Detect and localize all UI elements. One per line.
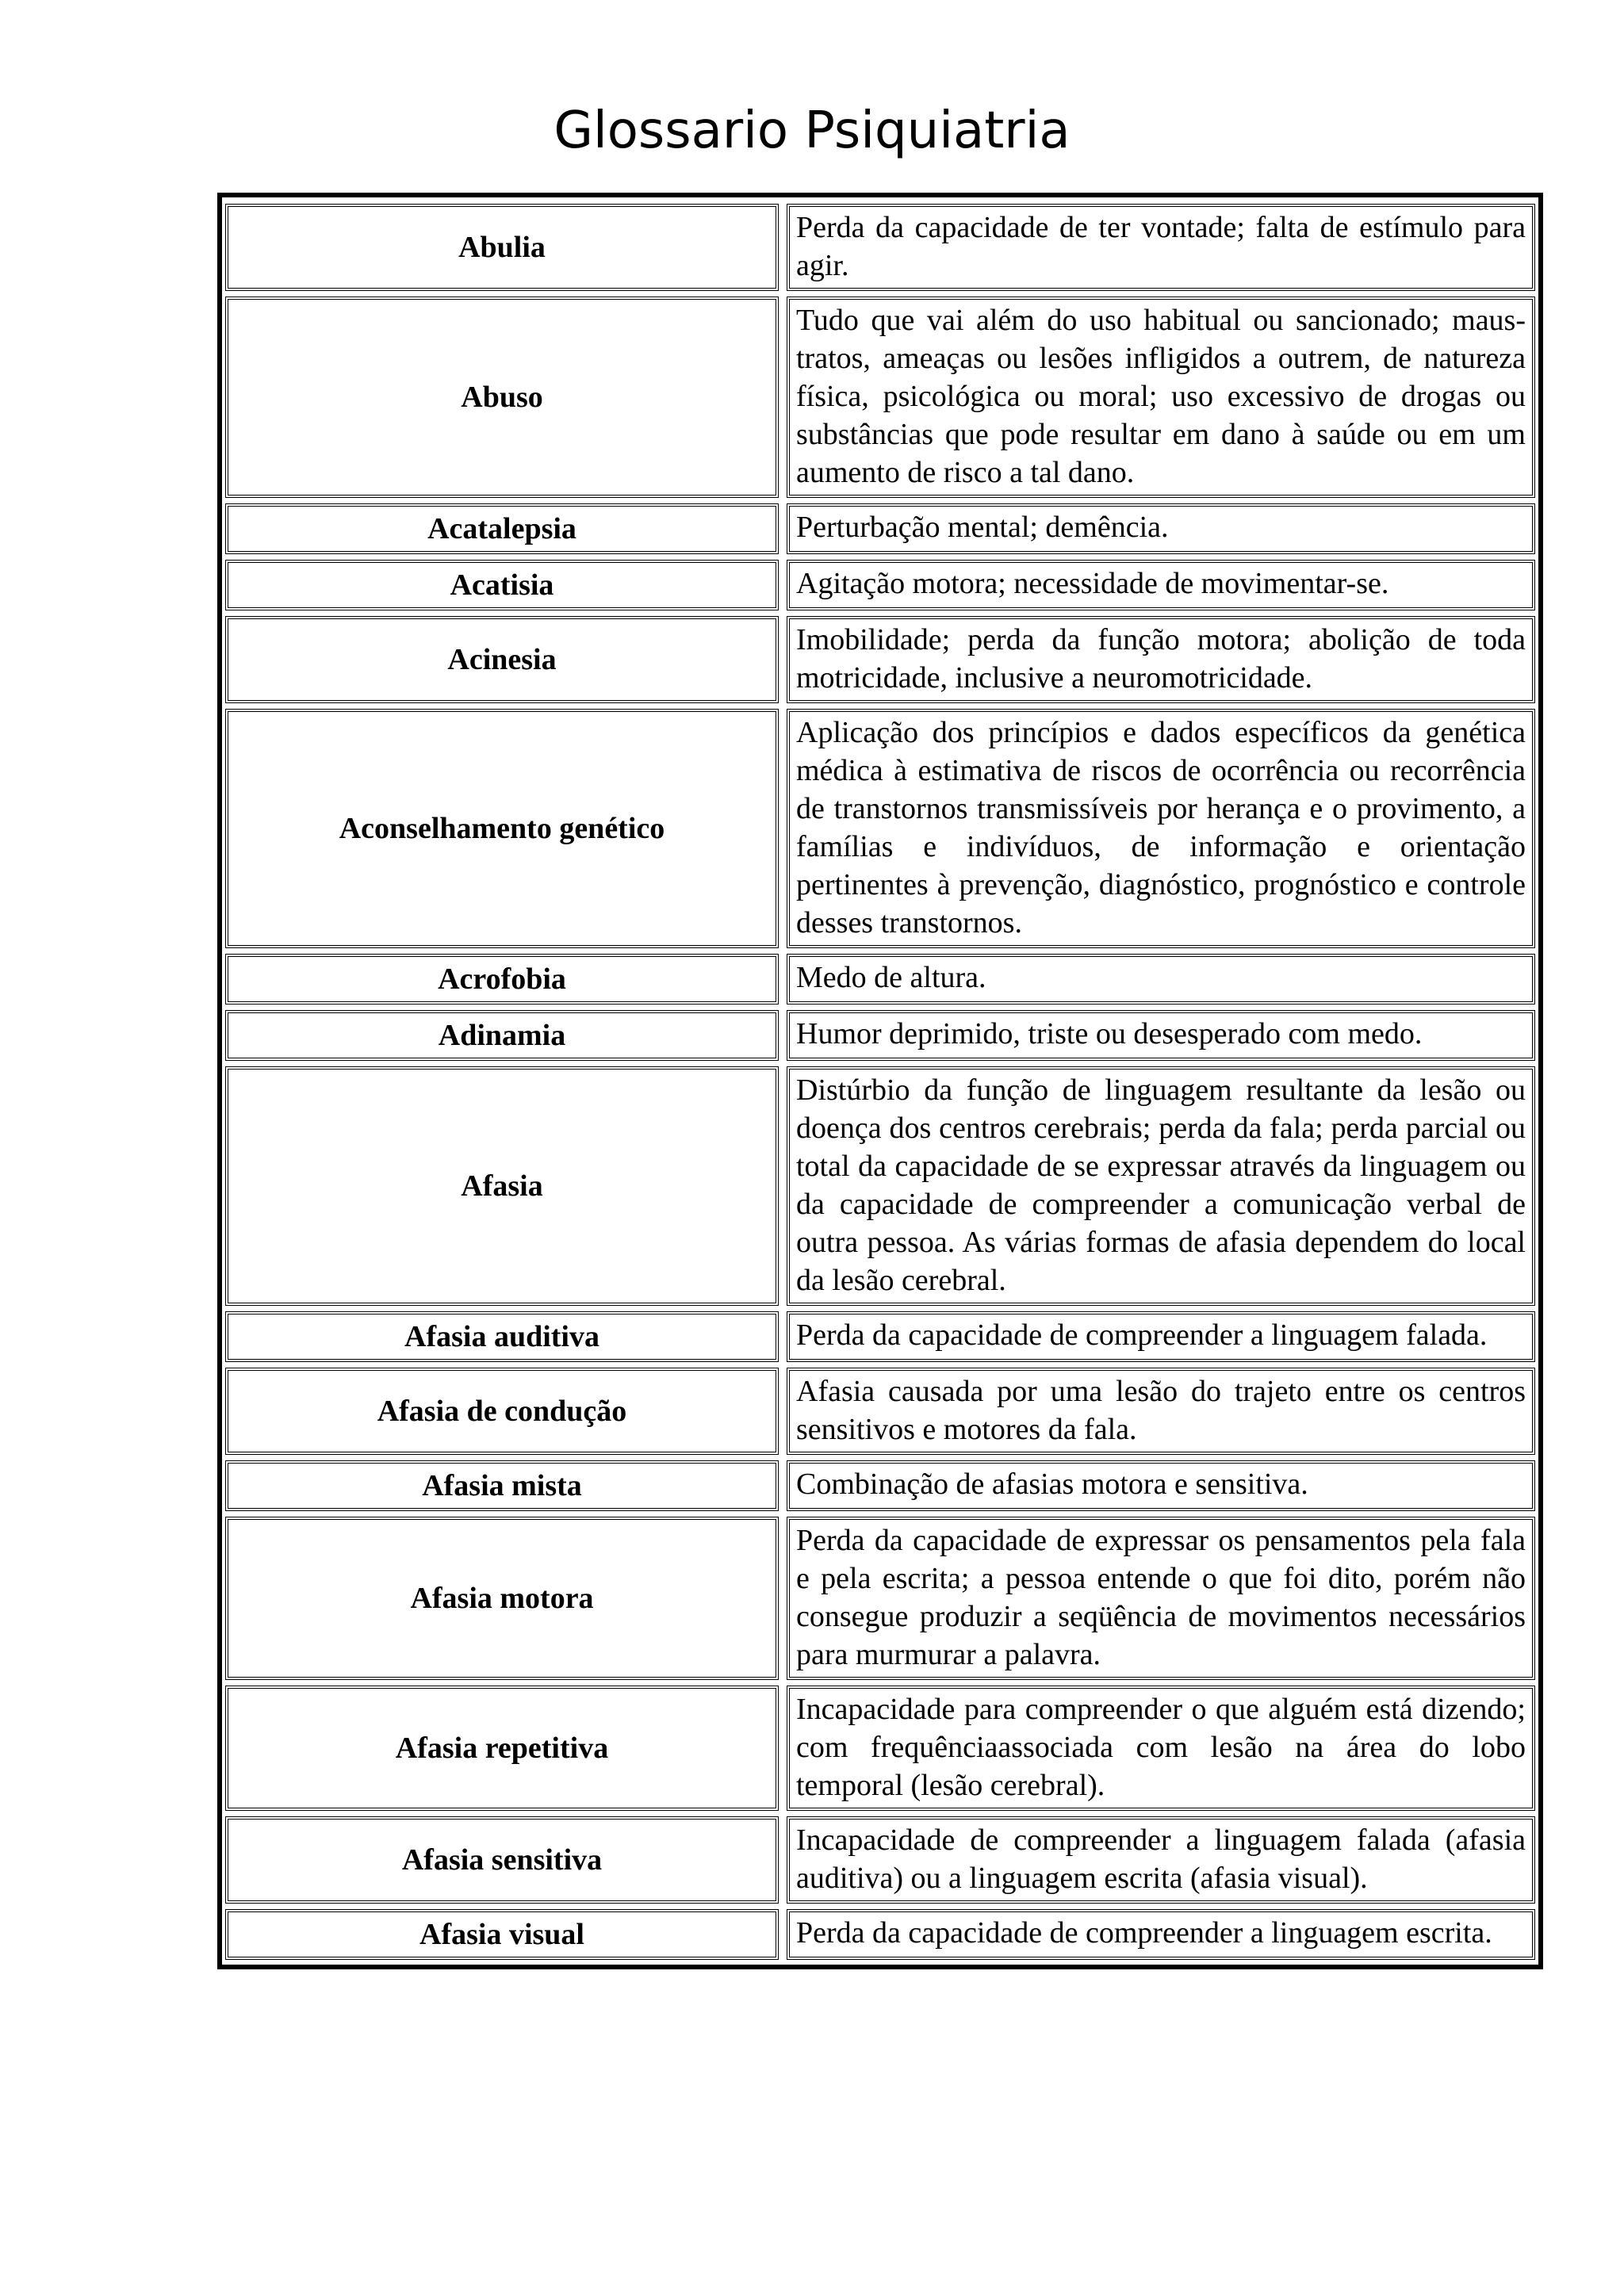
table-row [225, 709, 1535, 948]
definition-cell: Perda da capacidade de ter vontade; falta de estímulo para agir. [787, 204, 1535, 291]
table-row [225, 1686, 1535, 1811]
term-cell: Afasia motora [225, 1517, 779, 1680]
term-cell: Acatalepsia [225, 503, 779, 554]
definition-cell: Imobilidade; perda da função motora; abolição de toda motricidade, inclusive a neuromotricidade. [787, 616, 1535, 703]
definition-cell: Perturbação mental; demência. [787, 503, 1535, 554]
table-row [225, 1010, 1535, 1061]
definition-cell: Afasia causada por uma lesão do trajeto entre os centros sensitivos e motores da fala. [787, 1368, 1535, 1455]
table-row [225, 1311, 1535, 1362]
term-cell: Afasia [225, 1066, 779, 1306]
table-row [225, 1368, 1535, 1455]
term-cell: Abulia [225, 204, 779, 291]
term-cell: Afasia sensitiva [225, 1816, 779, 1904]
definition-cell: Aplicação dos princípios e dados específicos da genética médica à estimativa de riscos de ocorrência ou recorrência de transtornos transmissíveis por herança e o provimento, a famílias e indivíduos, de informação e orientação pertinentes à prevenção, diagnóstico, prognóstico e controle desses transtornos. [787, 709, 1535, 948]
term-cell: Acinesia [225, 616, 779, 703]
table-row [225, 1517, 1535, 1680]
glossary-table [217, 193, 1543, 1969]
table-row [225, 560, 1535, 610]
definition-cell: Perda da capacidade de expressar os pensamentos pela fala e pela escrita; a pessoa entende o que foi dito, porém não consegue produzir a seqüência de movimentos necessários para murmurar a palavra. [787, 1517, 1535, 1680]
table-row [225, 616, 1535, 703]
table-row [225, 954, 1535, 1004]
term-cell: Abuso [225, 297, 779, 498]
definition-cell: Incapacidade para compreender o que alguém está dizendo; com frequênciaassociada com lesão na área do lobo temporal (lesão cerebral). [787, 1686, 1535, 1811]
definition-cell: Agitação motora; necessidade de movimentar-se. [787, 560, 1535, 610]
term-cell: Afasia de condução [225, 1368, 779, 1455]
definition-cell: Humor deprimido, triste ou desesperado com medo. [787, 1010, 1535, 1061]
term-cell: Acrofobia [225, 954, 779, 1004]
table-row [225, 204, 1535, 291]
term-cell: Adinamia [225, 1010, 779, 1061]
table-row [225, 1909, 1535, 1960]
table-row [225, 297, 1535, 498]
table-row [225, 1816, 1535, 1904]
term-cell: Afasia auditiva [225, 1311, 779, 1362]
definition-cell: Distúrbio da função de linguagem resultante da lesão ou doença dos centros cerebrais; perda da fala; perda parcial ou total da capacidade de se expressar através da linguagem ou da capacidade de compreender a comunicação verbal de outra pessoa. As várias formas de afasia dependem do local da lesão cerebral. [787, 1066, 1535, 1306]
definition-cell: Perda da capacidade de compreender a linguagem escrita. [787, 1909, 1535, 1960]
term-cell: Afasia mista [225, 1460, 779, 1511]
definition-cell: Combinação de afasias motora e sensitiva. [787, 1460, 1535, 1511]
table-row [225, 503, 1535, 554]
definition-cell: Medo de altura. [787, 954, 1535, 1004]
table-row [225, 1460, 1535, 1511]
term-cell: Afasia repetitiva [225, 1686, 779, 1811]
term-cell: Aconselhamento genético [225, 709, 779, 948]
definition-cell: Tudo que vai além do uso habitual ou sancionado; maus-tratos, ameaças ou lesões infligidos a outrem, de natureza física, psicológica ou moral; uso excessivo de drogas ou substâncias que pode resultar em dano à saúde ou em um aumento de risco a tal dano. [787, 297, 1535, 498]
page-title: Glossario Psiquiatria [553, 101, 1071, 160]
table-row [225, 1066, 1535, 1306]
definition-cell: Perda da capacidade de compreender a linguagem falada. [787, 1311, 1535, 1362]
definition-cell: Incapacidade de compreender a linguagem falada (afasia auditiva) ou a linguagem escrita (afasia visual). [787, 1816, 1535, 1904]
term-cell: Afasia visual [225, 1909, 779, 1960]
term-cell: Acatisia [225, 560, 779, 610]
